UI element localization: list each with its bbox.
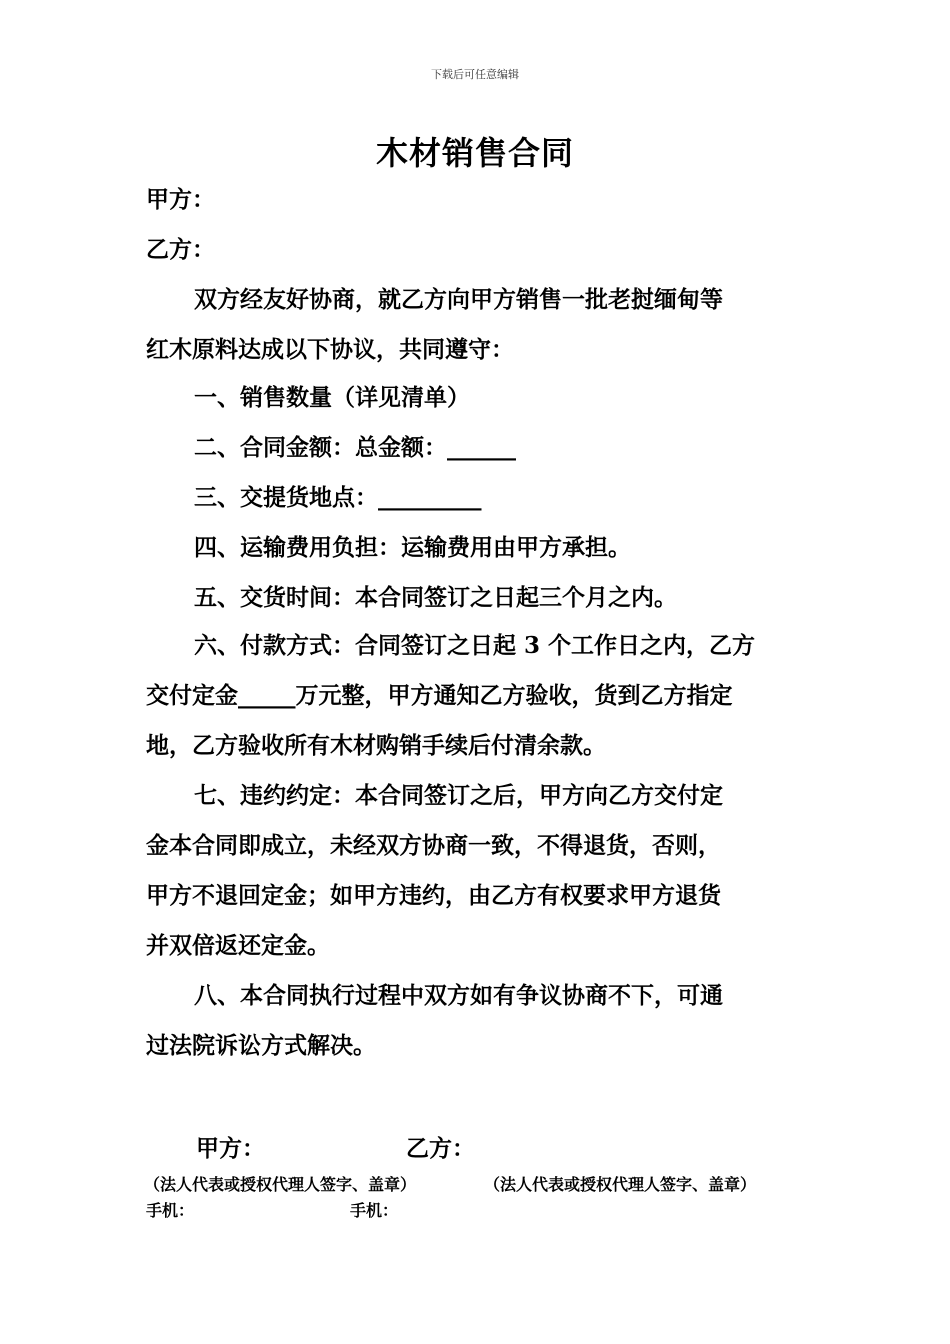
- clause-7-line-3: 甲方不退回定金；如甲方违约，由乙方有权要求甲方退货: [146, 882, 721, 909]
- document-title: 木材销售合同: [375, 134, 574, 172]
- clause-2: 二、合同金额：总金额：______: [194, 434, 516, 461]
- signature-party-b: 乙方：: [406, 1135, 475, 1162]
- intro-line-1: 双方经友好协商，就乙方向甲方销售一批老挝缅甸等: [194, 286, 723, 313]
- phone-label-a: 手机：: [146, 1201, 195, 1220]
- intro-line-2: 红木原料达成以下协议，共同遵守：: [146, 336, 514, 363]
- party-a-label: 甲方：: [146, 186, 215, 213]
- phone-label-b: 手机：: [350, 1201, 399, 1220]
- party-b-label: 乙方：: [146, 236, 215, 263]
- clause-7-line-1: 七、违约约定：本合同签订之后，甲方向乙方交付定: [194, 782, 723, 809]
- clause-5: 五、交货时间：本合同签订之日起三个月之内。: [194, 584, 677, 611]
- clause-6-line-1: 六、付款方式：合同签订之日起 3 个工作日之内，乙方: [194, 632, 756, 659]
- clause-1: 一、销售数量（详见清单）: [194, 384, 470, 411]
- signature-party-a: 甲方：: [196, 1135, 265, 1162]
- signature-rep-a: （法人代表或授权代理人签字、盖章）: [144, 1175, 417, 1194]
- page-header-note: 下载后可任意编辑: [431, 68, 519, 81]
- clause-7-line-2: 金本合同即成立，未经双方协商一致，不得退货，否则，: [146, 832, 721, 859]
- clause-7-line-4: 并双倍返还定金。: [146, 932, 330, 959]
- clause-8-line-2: 过法院诉讼方式解决。: [146, 1032, 376, 1059]
- signature-rep-b: （法人代表或授权代理人签字、盖章）: [484, 1175, 757, 1194]
- clause-4: 四、运输费用负担：运输费用由甲方承担。: [194, 534, 631, 561]
- clause-3: 三、交提货地点：_________: [194, 484, 482, 511]
- clause-6-line-3: 地，乙方验收所有木材购销手续后付清余款。: [146, 732, 606, 759]
- clause-8-line-1: 八、本合同执行过程中双方如有争议协商不下，可通: [194, 982, 723, 1009]
- clause-6-line-2: 交付定金_____万元整，甲方通知乙方验收，货到乙方指定: [146, 682, 733, 709]
